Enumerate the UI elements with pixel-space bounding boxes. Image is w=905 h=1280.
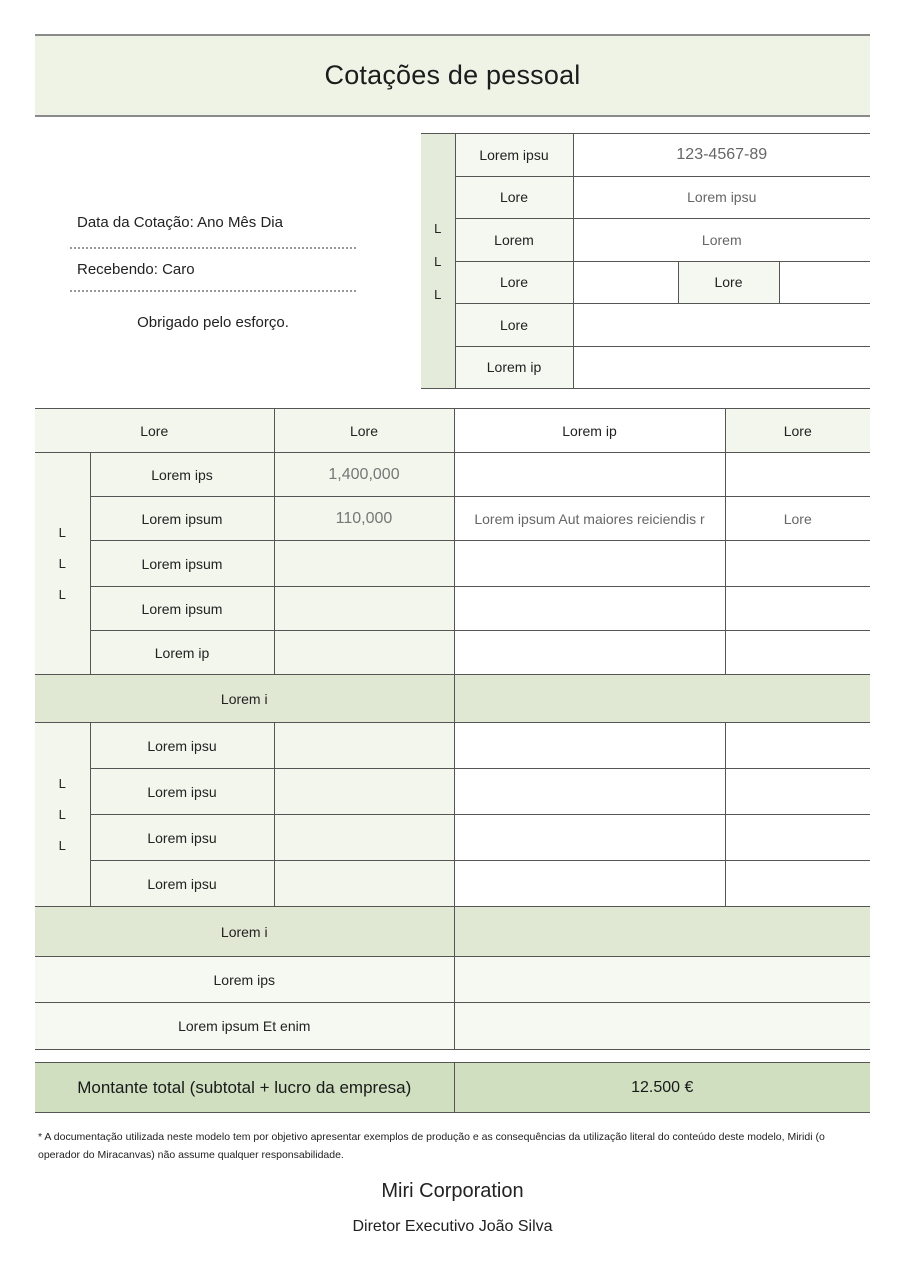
row-description (454, 723, 725, 769)
row-note (725, 541, 870, 587)
table-row (35, 815, 870, 861)
row-amount (274, 815, 454, 861)
row-label: Lorem ipsu (455, 134, 573, 177)
row-description (454, 861, 725, 907)
quote-info (70, 200, 356, 331)
row-description (454, 587, 725, 631)
row-note (725, 453, 870, 497)
row-label: Lorem (455, 219, 573, 262)
thanks-message: Obrigado pelo esforço. (137, 314, 289, 331)
column-header: Lorem ip (454, 409, 725, 453)
summary-label: Lorem ips (35, 957, 454, 1003)
row-label: Lorem ipsu (90, 723, 274, 769)
row-amount (274, 587, 454, 631)
table-row (35, 631, 870, 675)
table-row (35, 769, 870, 815)
table-row (421, 219, 870, 262)
row-note (725, 769, 870, 815)
quote-date: Data da Cotação: Ano Mês Dia (70, 200, 356, 249)
row-description (454, 453, 725, 497)
table-row (35, 723, 870, 769)
row-label: Lorem ip (455, 346, 573, 389)
row-amount: 1,400,000 (274, 453, 454, 497)
subtotal-value (454, 675, 870, 723)
summary-label: Lorem ipsum Et enim (35, 1003, 454, 1050)
row-note (725, 631, 870, 675)
phone-value: 123-4567-89 (573, 134, 870, 177)
row-note (725, 587, 870, 631)
row-amount (274, 541, 454, 587)
company-info-table (421, 133, 870, 389)
table-row (421, 304, 870, 347)
row-note (725, 815, 870, 861)
row-amount: 110,000 (274, 497, 454, 541)
column-header: Lore (725, 409, 870, 453)
table-row (421, 176, 870, 219)
row-value (573, 261, 678, 304)
side-label: L L L (421, 134, 455, 389)
summary-row (35, 1003, 870, 1050)
group-side-label: L L L (35, 453, 90, 675)
group-side-label: L L L (35, 723, 90, 907)
row-amount (274, 723, 454, 769)
row-label: Lorem ips (90, 453, 274, 497)
row-label: Lorem ipsu (90, 769, 274, 815)
total-table (35, 1062, 870, 1113)
row-label: Lorem ipsum (90, 497, 274, 541)
column-header: Lore (274, 409, 454, 453)
row-label: Lorem ipsu (90, 815, 274, 861)
table-row (35, 453, 870, 497)
row-value (573, 304, 870, 347)
subtotal-label: Lorem i (35, 907, 454, 957)
table-row (421, 134, 870, 177)
row-label: Lore (455, 304, 573, 347)
table-row (421, 261, 870, 304)
row-description (454, 541, 725, 587)
page-title: Cotações de pessoal (324, 60, 581, 90)
total-value: 12.500 € (454, 1063, 870, 1113)
director-name: Diretor Executivo João Silva (352, 1218, 553, 1235)
column-header: Lore (35, 409, 274, 453)
table-header-row (35, 409, 870, 453)
row-description (454, 815, 725, 861)
row-description (454, 631, 725, 675)
quote-table (35, 408, 870, 1050)
subtotal-label: Lorem i (35, 675, 454, 723)
total-label: Montante total (subtotal + lucro da empresa) (35, 1063, 454, 1113)
row-label: Lore (455, 261, 573, 304)
row-value: Lorem ipsu (573, 176, 870, 219)
row-label: Lore (455, 176, 573, 219)
row-label: Lorem ipsum (90, 587, 274, 631)
row-value-secondary (779, 261, 870, 304)
row-note (725, 861, 870, 907)
disclaimer: * A documentação utilizada neste modelo tem por objetivo apresentar exemplos de produção e as consequências da utilização literal do conteúdo deste modelo, Miridi (o operador do Miracanvas) não assume qualquer responsabilidade. (38, 1131, 825, 1161)
subtotal-row (35, 907, 870, 957)
row-label: Lorem ipsum (90, 541, 274, 587)
table-row (35, 587, 870, 631)
row-label-secondary: Lore (678, 261, 779, 304)
row-description: Lorem ipsum Aut maiores reiciendis r (454, 497, 725, 541)
row-description (454, 769, 725, 815)
table-row (421, 346, 870, 389)
subtotal-row (35, 675, 870, 723)
row-amount (274, 631, 454, 675)
total-row (35, 1063, 870, 1113)
row-value (573, 346, 870, 389)
row-amount (274, 861, 454, 907)
row-amount (274, 769, 454, 815)
title-bar (35, 34, 870, 117)
row-note (725, 723, 870, 769)
summary-row (35, 957, 870, 1003)
table-row (35, 497, 870, 541)
row-value: Lorem (573, 219, 870, 262)
company-name: Miri Corporation (381, 1180, 524, 1202)
summary-value (454, 957, 870, 1003)
summary-value (454, 1003, 870, 1050)
row-label: Lorem ipsu (90, 861, 274, 907)
row-label: Lorem ip (90, 631, 274, 675)
table-row (35, 541, 870, 587)
subtotal-value (454, 907, 870, 957)
table-row (35, 861, 870, 907)
row-note: Lore (725, 497, 870, 541)
quote-recipient: Recebendo: Caro (70, 249, 356, 292)
